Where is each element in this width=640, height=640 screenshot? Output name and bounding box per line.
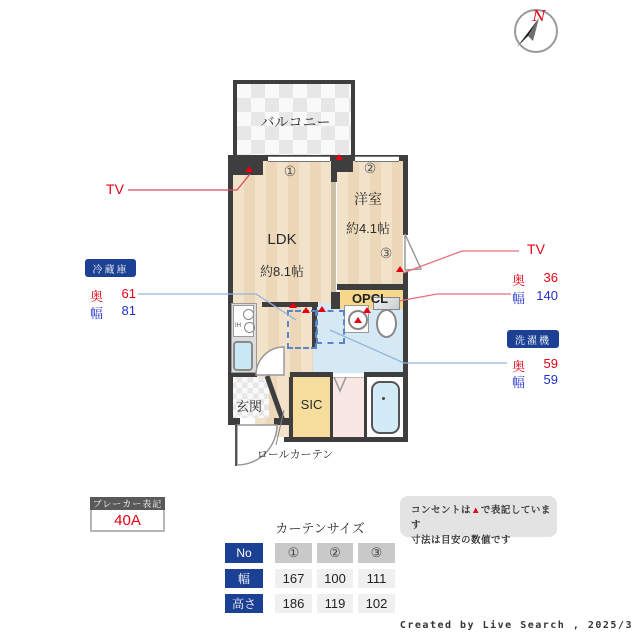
- washer-depth-label: 奥: [512, 359, 526, 374]
- curtain-row-width-label: 幅: [225, 569, 263, 588]
- note-pre: コンセントは: [411, 505, 472, 516]
- opcl-label: OPCL: [351, 291, 389, 306]
- bedroom-size: 約4.1帖: [345, 221, 391, 236]
- sic-label: SIC: [300, 397, 323, 412]
- washer-badge: 洗濯機: [507, 330, 559, 348]
- ih-label: IH: [235, 323, 241, 329]
- breaker-box: [90, 497, 165, 532]
- tv-left-label: TV: [106, 181, 124, 197]
- note-post: で表記しています: [411, 505, 551, 531]
- tv-left-leader: [128, 174, 250, 190]
- interior-door-arc: [256, 347, 284, 375]
- balcony-label: バルコニー: [260, 114, 331, 130]
- curtain-width-3: 111: [358, 569, 395, 588]
- note-line-1: [411, 503, 557, 533]
- compass-north-label: N: [532, 7, 546, 25]
- outlet-mark: [363, 307, 371, 313]
- curtain-height-2: 119: [317, 594, 353, 613]
- curtain-width-1: 167: [275, 569, 312, 588]
- curtain-col-3: ③: [358, 543, 395, 563]
- room-number-3: ③: [379, 245, 393, 261]
- roll-curtain-label: ロールカーテン: [256, 449, 334, 461]
- curtain-col-2: ②: [317, 543, 353, 563]
- fridge-leader: [138, 294, 296, 320]
- outlet-mark: [335, 154, 343, 160]
- curtain-height-1: 186: [275, 594, 312, 613]
- folding-door-mark: [334, 377, 346, 391]
- bedroom-name: 洋室: [354, 191, 382, 207]
- curtain-height-3: 102: [358, 594, 395, 613]
- outlet-mark: [354, 317, 362, 323]
- tv-right-depth-value: 36: [543, 270, 558, 285]
- curtain-col-no: No: [225, 543, 263, 563]
- outlet-mark: [396, 266, 404, 272]
- bedroom-door: [405, 234, 421, 270]
- ldk-size: 約8.1帖: [259, 264, 305, 279]
- tv-right-depth: [512, 270, 558, 289]
- fridge-depth-value: 61: [121, 286, 136, 301]
- fridge-width-value: 81: [121, 303, 136, 318]
- tv-right-width: [512, 288, 558, 307]
- note-outlet-triangle: ▲: [471, 505, 481, 516]
- tv-right-label: TV: [527, 241, 545, 257]
- note-box: [400, 496, 557, 546]
- room-number-1: ①: [283, 163, 297, 179]
- fridge-depth-label: 奥: [90, 289, 104, 304]
- wall-genkan-diagonal: [267, 376, 283, 421]
- curtain-table-title: カーテンサイズ: [275, 521, 365, 536]
- outlet-mark: [245, 166, 253, 172]
- note-line-2: 寸法は目安の数値です: [411, 535, 512, 546]
- genkan-label: 玄関: [235, 399, 262, 414]
- washer-width-label: 幅: [512, 375, 526, 390]
- tv-right-width-value: 140: [536, 288, 558, 303]
- breaker-value: 40A: [90, 510, 165, 532]
- room-number-2: ②: [363, 160, 377, 176]
- curtain-width-2: 100: [317, 569, 353, 588]
- washer-width: [512, 372, 558, 391]
- washer-depth-value: 59: [543, 356, 558, 371]
- fridge-badge: 冷蔵庫: [85, 259, 136, 277]
- ldk-name: LDK: [267, 231, 297, 248]
- fridge-width: [90, 303, 136, 322]
- curtain-col-1: ①: [275, 543, 312, 563]
- outlet-mark: [302, 307, 310, 313]
- washer-leader: [330, 330, 507, 363]
- curtain-row-height-label: 高さ: [225, 594, 263, 613]
- outlet-mark: [289, 302, 297, 308]
- tv-right-width-label: 幅: [512, 291, 526, 306]
- outlet-mark: [318, 306, 326, 312]
- washer-width-value: 59: [543, 372, 558, 387]
- tv-right-width-leader: [399, 294, 511, 301]
- breaker-title: ブレーカー表記: [90, 497, 165, 510]
- footer-credit: Created by Live Search , 2025/3: [399, 620, 633, 631]
- tv-right-depth-label: 奥: [512, 273, 526, 288]
- fridge-width-label: 幅: [90, 306, 104, 321]
